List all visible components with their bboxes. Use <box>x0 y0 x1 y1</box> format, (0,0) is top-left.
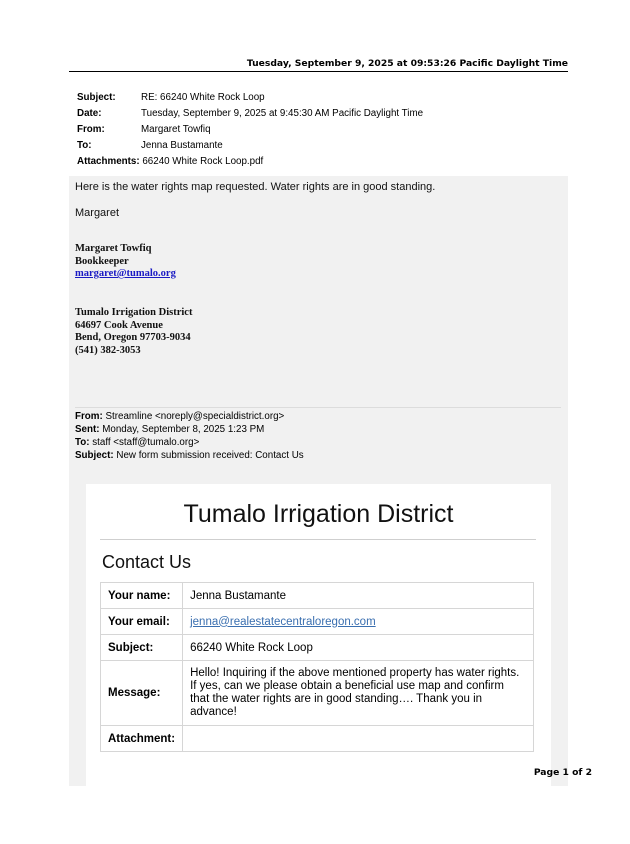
email-label: Your email: <box>101 609 183 635</box>
signature-address2: Bend, Oregon 97703-9034 <box>75 332 191 343</box>
signature-org: Tumalo Irrigation District <box>75 307 193 318</box>
table-row <box>101 726 534 752</box>
to-row <box>77 138 423 154</box>
fwd-to-label: To: <box>75 437 90 448</box>
subject-label: Subject: <box>101 635 183 661</box>
forward-divider <box>75 407 561 408</box>
email-to: Jenna Bustamante <box>141 140 223 151</box>
email-headers <box>77 90 423 170</box>
email-from: Margaret Towfiq <box>141 124 211 135</box>
fwd-sent-label: Sent: <box>75 424 100 435</box>
table-row <box>101 635 534 661</box>
form-submission-card <box>86 484 551 786</box>
fwd-sent-row <box>75 423 304 436</box>
fwd-subject-row <box>75 449 304 462</box>
table-row <box>101 583 534 609</box>
to-label: To: <box>77 140 92 151</box>
fwd-from: Streamline <noreply@specialdistrict.org> <box>105 411 285 422</box>
fwd-from-row <box>75 410 304 423</box>
form-table <box>100 582 534 752</box>
signature-phone: (541) 382-3053 <box>75 344 141 356</box>
fwd-subject-label: Subject: <box>75 450 114 461</box>
print-timestamp: Tuesday, September 9, 2025 at 09:53:26 Pacific Daylight Time <box>69 57 568 72</box>
fwd-to-row <box>75 436 304 449</box>
subject-row <box>77 90 423 106</box>
form-title: Tumalo Irrigation District <box>183 500 454 528</box>
fwd-subject: New form submission received: Contact Us <box>116 450 304 461</box>
email-date: Tuesday, September 9, 2025 at 9:45:30 AM Pacific Daylight Time <box>141 108 424 119</box>
form-title-divider <box>100 539 536 540</box>
email-value-link[interactable]: jenna@realestatecentraloregon.com <box>190 615 376 628</box>
from-row <box>77 122 423 138</box>
email-attachment-link[interactable]: 66240 White Rock Loop.pdf <box>142 156 264 167</box>
fwd-to: staff <staff@tumalo.org> <box>92 437 200 448</box>
fwd-from-label: From: <box>75 411 103 422</box>
attachment-value <box>183 726 534 752</box>
subject-value: 66240 White Rock Loop <box>183 635 534 661</box>
message-body <box>69 176 568 786</box>
message-label: Message: <box>101 661 183 726</box>
attachments-row <box>77 154 423 170</box>
name-value: Jenna Bustamante <box>183 583 534 609</box>
signature-address1: 64697 Cook Avenue <box>75 319 163 331</box>
name-label: Your name: <box>101 583 183 609</box>
attachments-label: Attachments: <box>77 156 140 167</box>
table-row <box>101 609 534 635</box>
attachment-label: Attachment: <box>101 726 183 752</box>
signature-email-link[interactable]: margaret@tumalo.org <box>75 268 176 279</box>
signature-block-1 <box>75 243 176 281</box>
form-subtitle: Contact Us <box>102 552 192 572</box>
message-value: Hello! Inquiring if the above mentioned property has water rights. If yes, can we please obtain a beneficial use map and confirm that the water rights are in good standing…. Thank you in advance! <box>183 661 534 726</box>
signature-title: Bookkeeper <box>75 255 129 267</box>
page-number: Page 1 of 2 <box>533 767 592 778</box>
message-closing: Margaret <box>75 207 120 219</box>
table-row <box>101 661 534 726</box>
signature-name: Margaret Towfiq <box>75 243 152 254</box>
email-subject: RE: 66240 White Rock Loop <box>141 92 265 103</box>
message-text: Here is the water rights map requested. Water rights are in good standing. <box>75 181 436 193</box>
date-row <box>77 106 423 122</box>
date-label: Date: <box>77 108 102 119</box>
from-label: From: <box>77 124 105 135</box>
fwd-sent: Monday, September 8, 2025 1:23 PM <box>102 424 265 435</box>
forwarded-headers <box>75 410 304 462</box>
signature-block-2 <box>75 307 192 357</box>
subject-label: Subject: <box>77 92 116 103</box>
